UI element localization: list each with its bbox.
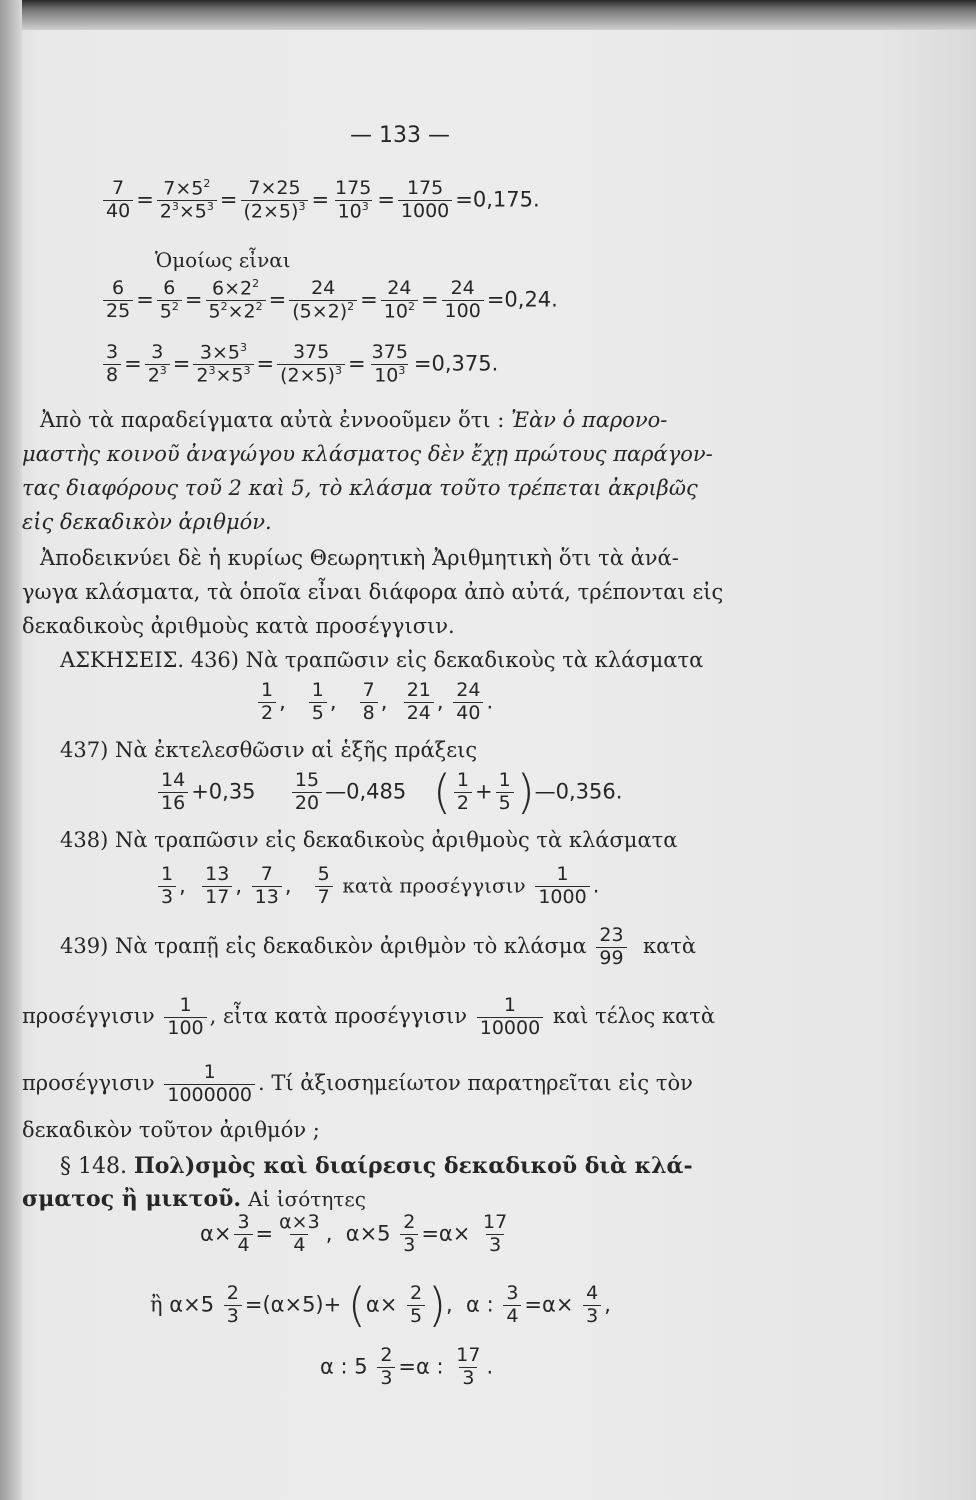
- equation-3: $\frac{3}{8}$ = $\frac{3}{2^3}$ = $\frac{3\times 5^3}{2^3\times 5^3}$ = $\frac{375}{(2\times 5)^3}$ = $\frac{375}{10^3}$ =0,375.: [100, 342, 498, 387]
- page-number: — 133 —: [350, 123, 450, 148]
- page-left-edge: [0, 0, 22, 1500]
- section-148-title-line-2: σματος ἢ μικτοῦ. Αἱ ἰσότητες: [22, 1186, 366, 1212]
- paragraph-1-line-1: Ἀπὸ τὰ παραδείγματα αὐτὰ ἐννοοῦμεν ὅτι : Ἐὰν ὁ παρονο-: [40, 408, 668, 432]
- section-148-equation-2: ἢ α×5 $\frac{2}{3}$ =(α×5)+ (α× $\frac{2}{5}$ ), α : $\frac{3}{4}$ =α× $\frac{4}{3}$ ,: [150, 1277, 611, 1332]
- exercise-436-fractions: $\frac{1}{2}$ , $\frac{1}{5}$ , $\frac{7}{8}$ , $\frac{21}{24}$ , $\frac{24}{40}$ .: [255, 680, 493, 725]
- exercise-439-line-4: δεκαδικὸν τοῦτον ἀριθμόν ;: [22, 1118, 320, 1142]
- exercise-439-line-1: 439) Νὰ τραπῇ εἰς δεκαδικὸν ἀριθμὸν τὸ κλάσμα $\frac{23}{99}$ κατὰ: [60, 924, 697, 969]
- exercise-436: ΑΣΚΗΣΕΙΣ. 436) Νὰ τραπῶσιν εἰς δεκαδικοὺς τὰ κλάσματα: [60, 648, 704, 672]
- exercise-437: 437) Νὰ ἐκτελεσθῶσιν αἱ ἑξῆς πράξεις: [60, 738, 478, 762]
- paragraph-2-line-1: Ἀποδεικνύει δὲ ἡ κυρίως Θεωρητικὴ Ἀριθμητικὴ ὅτι τὰ ἀνά-: [40, 546, 679, 570]
- equation-2: $\frac{6}{25}$ = $\frac{6}{5^2}$ = $\frac{6\times 2^2}{5^2\times 2^2}$ = $\frac{24}{(5\times 2)^2}$ = $\frac{24}{10^2}$ = $\frac{24}{100}$ =0,24.: [100, 278, 558, 323]
- exercise-437-expressions: $\frac{14}{16}$ +0,35 $\frac{15}{20}$ —0,485 ( $\frac{1}{2}$ + $\frac{1}{5}$ )—0,356.: [155, 770, 622, 815]
- section-number: § 148.: [60, 1154, 127, 1179]
- paragraph-1-line-2: μαστὴς κοινοῦ ἀναγώγου κλάσματος δὲν ἔχῃ πρώτους παράγον-: [22, 442, 713, 466]
- paragraph-1-line-4: εἰς δεκαδικὸν ἀριθμόν.: [22, 510, 272, 534]
- exercise-439-line-2: προσέγγισιν $\frac{1}{100}$ , εἶτα κατὰ προσέγγισιν $\frac{1}{10000}$ καὶ τέλος κατὰ: [22, 994, 716, 1039]
- section-148-title-line-1: [60, 1155, 693, 1178]
- paragraph-1-line-3: τας διαφόρους τοῦ 2 καὶ 5, τὸ κλάσμα τοῦτο τρέπεται ἀκριβῶς: [22, 476, 698, 500]
- equation-1: $\frac{7}{40}$ = $\frac{7\times 5^2}{2^3\times 5^3}$ = $\frac{7\times 25}{(2\times 5)^3}$ = $\frac{175}{10^3}$ = $\frac{175}{1000}$ =0,175.: [100, 178, 540, 223]
- page-top-edge: [0, 0, 976, 30]
- exercise-438-fractions: $\frac{1}{3}$ , $\frac{13}{17}$ , $\frac{7}{13}$ , $\frac{5}{7}$ κατὰ προσέγγισιν $\frac{1}{1000}$ .: [155, 864, 599, 909]
- similarly-text: Ὁμοίως εἶναι: [155, 248, 291, 272]
- exercise-438: 438) Νὰ τραπῶσιν εἰς δεκαδικοὺς ἀριθμοὺς τὰ κλάσματα: [60, 828, 678, 852]
- paragraph-2-line-3: δεκαδικοὺς ἀριθμοὺς κατὰ προσέγγισιν.: [22, 614, 455, 638]
- paragraph-2-line-2: γωγα κλάσματα, τὰ ὁποῖα εἶναι διάφορα ἀπὸ αὐτά, τρέπονται εἰς: [22, 580, 724, 604]
- exercises-heading: ΑΣΚΗΣΕΙΣ.: [60, 648, 185, 672]
- section-title: Πολ)σμὸς καὶ διαίρεσις δεκαδικοῦ διὰ κλά-: [133, 1153, 693, 1179]
- exercise-439-line-3: προσέγγισιν $\frac{1}{1000000}$ . Τί ἀξιοσημείωτον παρατηρεῖται εἰς τὸν: [22, 1061, 693, 1106]
- section-148-equation-1: α× $\frac{3}{4}$ = $\frac{\alpha\times 3}{4}$ , α×5 $\frac{2}{3}$ =α× $\frac{17}{3}$: [200, 1211, 508, 1256]
- section-148-equation-3: α : 5 $\frac{2}{3}$ =α : $\frac{17}{3}$ .: [320, 1344, 494, 1389]
